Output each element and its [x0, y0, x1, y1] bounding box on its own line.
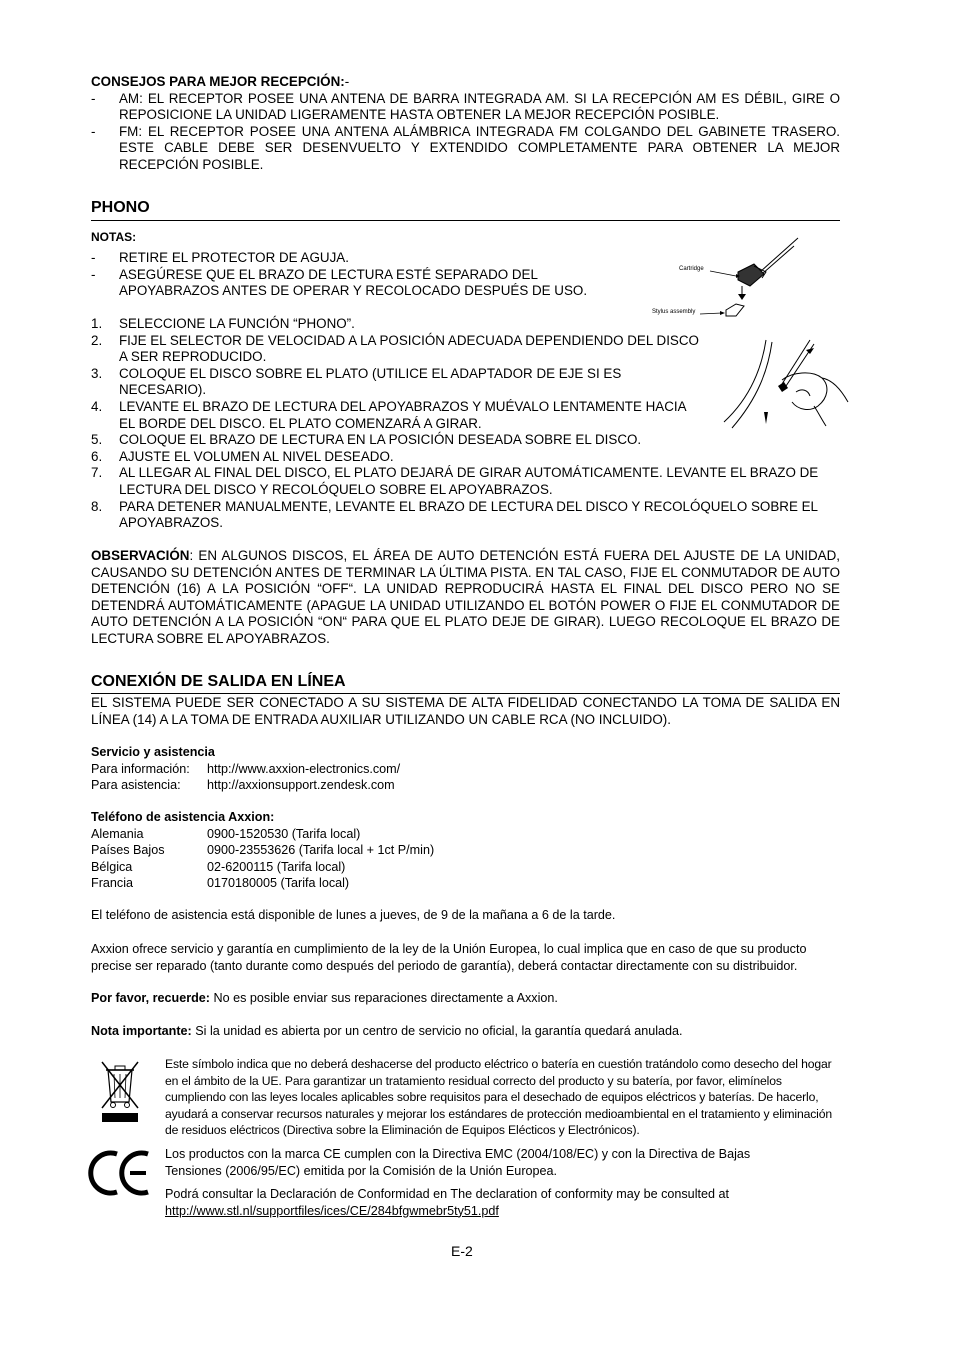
service-link-support[interactable]: http://axxionsupport.zendesk.com — [207, 778, 395, 792]
notes-list — [91, 250, 631, 300]
tonearm-diagram — [722, 336, 850, 430]
reception-list — [91, 91, 840, 174]
warranty-text: Axxion ofrece servicio y garantía en cumplimiento de la ley de la Unión Europea, lo cual implica que en caso de que su producto precise ser reparado (tanto durante como después del periodo de garantía), deberá contactar directamente con su distribuidor. — [91, 942, 807, 973]
weee-text: Este símbolo indica que no deberá deshacerse del producto eléctrico o batería en cuestión tratándolo como desecho del hogar en el ámbito de la UE. Para garantizar un tratamiento residual correcto del producto y su batería, por favor, elimínelos cumpliendo con las leyes locales aplicables sobre requisitos para el desechado de equipos eléctricos y baterías. De hacerlo, ayudará a conservar recursos naturales y mejorar los estándares de protección medioambiental en el tratamiento y eliminación de residuos eléctricos (Directiva sobre la Eliminación de Equipos Elécticos y Electrónicos). — [165, 1057, 832, 1137]
lineout-text: EL SISTEMA PUEDE SER CONECTADO A SU SISTEMA DE ALTA FIDELIDAD CONECTANDO LA TOMA DE SALIDA EN LÍNEA (14) A LA TOMA DE ENTRADA AUXILIAR UTILIZANDO UN CABLE RCA (NO INCLUIDO). — [91, 695, 840, 727]
list-item: 8. PARA DETENER MANUALMENTE, LEVANTE EL BRAZO DE LECTURA DEL DISCO Y RECOLÓQUELO SOBRE EL APOYABRAZOS. — [91, 498, 818, 531]
remember-text: Por favor, recuerde: No es posible enviar sus reparaciones directamente a Axxion. — [91, 991, 558, 1005]
reception-title-suffix: - — [344, 74, 350, 89]
ce-logo-icon — [88, 1146, 152, 1200]
service-link-info[interactable]: http://www.axxion-electronics.com/ — [207, 761, 401, 776]
list-item: 7. AL LLEGAR AL FINAL DEL DISCO, EL PLATO DEJARÁ DE GIRAR AUTOMÁTICAMENTE. LEVANTE EL BRAZO DE LECTURA DEL DISCO Y RECOLÓQUELO SOBRE EL APOYABRAZOS. — [91, 465, 819, 497]
lineout-title: CONEXIÓN DE SALIDA EN LÍNEA — [91, 673, 346, 690]
observation-label: OBSERVACIÓN — [91, 548, 190, 563]
phone-row: Alemania 0900-1520530 (Tarifa local) — [91, 826, 361, 841]
observation-paragraph — [91, 548, 840, 648]
reception-section — [91, 74, 840, 174]
phono-rule — [91, 220, 840, 221]
list-item: - ASEGÚRESE QUE EL BRAZO DE LECTURA ESTÉ SEPARADO DEL APOYABRAZOS ANTES DE OPERAR Y RECOLOCADO DESPUÉS DE USO. — [91, 266, 588, 299]
phone-row: Bélgica 02-6200115 (Tarifa local) — [91, 859, 346, 874]
tonearm-illustration — [722, 336, 850, 430]
notes-title: NOTAS: — [91, 230, 137, 244]
list-item: 3. COLOQUE EL DISCO SOBRE EL PLATO (UTILICE EL ADAPTADOR DE EJE SI ES NECESARIO). — [91, 365, 622, 398]
ce-text-2: Podrá consultar la Declaración de Conformidad en The declaration of conformity may be consulted at http://www.stl.nl/supportfiles/ices/CE/284bfgwmebr5ty51.pdf — [165, 1187, 729, 1218]
list-item: 5. COLOQUE EL BRAZO DE LECTURA EN LA POSICIÓN DESEADA SOBRE EL DISCO. — [91, 432, 642, 448]
phono-title: PHONO — [91, 199, 150, 216]
ce-declaration-link[interactable]: http://www.stl.nl/supportfiles/ices/CE/284bfgwmebr5ty51.pdf — [165, 1203, 499, 1218]
service-section — [91, 744, 840, 794]
list-item: 1. SELECCIONE LA FUNCIÓN “PHONO”. — [91, 316, 355, 331]
list-item: 6. AJUSTE EL VOLUMEN AL NIVEL DESEADO. — [91, 448, 394, 464]
observation-text: : EN ALGUNOS DISCOS, EL ÁREA DE AUTO DETENCIÓN ESTÁ FUERA DEL AJUSTE DE LA UNIDAD, CAUSANDO SU DETENCIÓN ANTES DE TERMINAR LA ÚLTIMA PISTA. EN TAL CASO, FIJE EL CONMUTADOR DE AUTO DETENCIÓN (16) A LA POSICIÓN “OFF“. LA UNIDAD REPRODUCIRÁ HASTA EL FINAL DEL DISCO PERO NO SE DETENDRÁ AUTOMÁTICAMENTE (APAGUE LA UNIDAD UTILIZANDO EL BOTÓN POWER O FIJE EL CONMUTADOR DE AUTO DETENCIÓN A LA POSICIÓN “ON“ PARA QUE EL PLATO DEJE DE GIRAR). LUEGO RECOLOQUE EL BRAZO DE LECTURA SOBRE EL APOYABRAZOS. — [91, 548, 840, 646]
service-row: Para información: http://www.axxion-electronics.com/ — [91, 761, 401, 776]
cartridge-label: Cartridge — [679, 266, 704, 272]
phone-row: Francia 0170180005 (Tarifa local) — [91, 876, 350, 890]
cartridge-diagram — [650, 234, 800, 322]
service-row: Para asistencia: http://axxionsupport.zendesk.com — [91, 778, 395, 792]
list-item: 4. LEVANTE EL BRAZO DE LECTURA DEL APOYABRAZOS Y MUÉVALO LENTAMENTE HACIA EL BORDE DEL DISCO. EL PLATO COMENZARÁ A GIRAR. — [91, 398, 686, 431]
lineout-rule — [91, 693, 840, 694]
page-number: E-2 — [451, 1243, 473, 1259]
list-item: - RETIRE EL PROTECTOR DE AGUJA. — [91, 250, 349, 265]
ce-text-1: Los productos con la marca CE cumplen con la Directiva EMC (2004/108/EC) y con la Directiva de Bajas Tensiones (2006/95/EC) emitida por la Comisión de la Unión Europea. — [165, 1147, 751, 1178]
phone-row: Países Bajos 0900-23553626 (Tarifa local + 1ct P/min) — [91, 843, 435, 857]
service-title: Servicio y asistencia — [91, 745, 215, 759]
list-item: 2. FIJE EL SELECTOR DE VELOCIDAD A LA POSICIÓN ADECUADA DEPENDIENDO DEL DISCO A SER REPRODUCIDO. — [91, 332, 699, 365]
phone-section — [91, 809, 840, 892]
reception-title: CONSEJOS PARA MEJOR RECEPCIÓN: — [91, 74, 345, 89]
weee-bin-icon — [98, 1060, 142, 1124]
list-item: - FM: EL RECEPTOR POSEE UNA ANTENA ALÁMBRICA INTEGRADA FM COLGANDO DEL GABINETE TRASERO. ESTE CABLE DEBE SER DESENVUELTO Y EXTENDIDO COMPLETAMENTE PARA OBTENER LA MEJOR RECEPCIÓN POSIBLE. — [91, 123, 840, 172]
hours-text: El teléfono de asistencia está disponible de lunes a jueves, de 9 de la mañana a 6 de la tarde. — [91, 908, 616, 922]
phone-title: Teléfono de asistencia Axxion: — [91, 810, 275, 824]
important-text: Nota importante: Si la unidad es abierta por un centro de servicio no oficial, la garantía quedará anulada. — [91, 1024, 683, 1038]
list-item: - AM: EL RECEPTOR POSEE UNA ANTENA DE BARRA INTEGRADA AM. SI LA RECEPCIÓN AM ES DÉBIL, GIRE O REPOSICIONE LA UNIDAD LIGERAMENTE HASTA OBTENER LA MEJOR RECEPCIÓN POSIBLE. — [91, 90, 840, 123]
stylus-label: Stylus assembly — [652, 309, 696, 315]
